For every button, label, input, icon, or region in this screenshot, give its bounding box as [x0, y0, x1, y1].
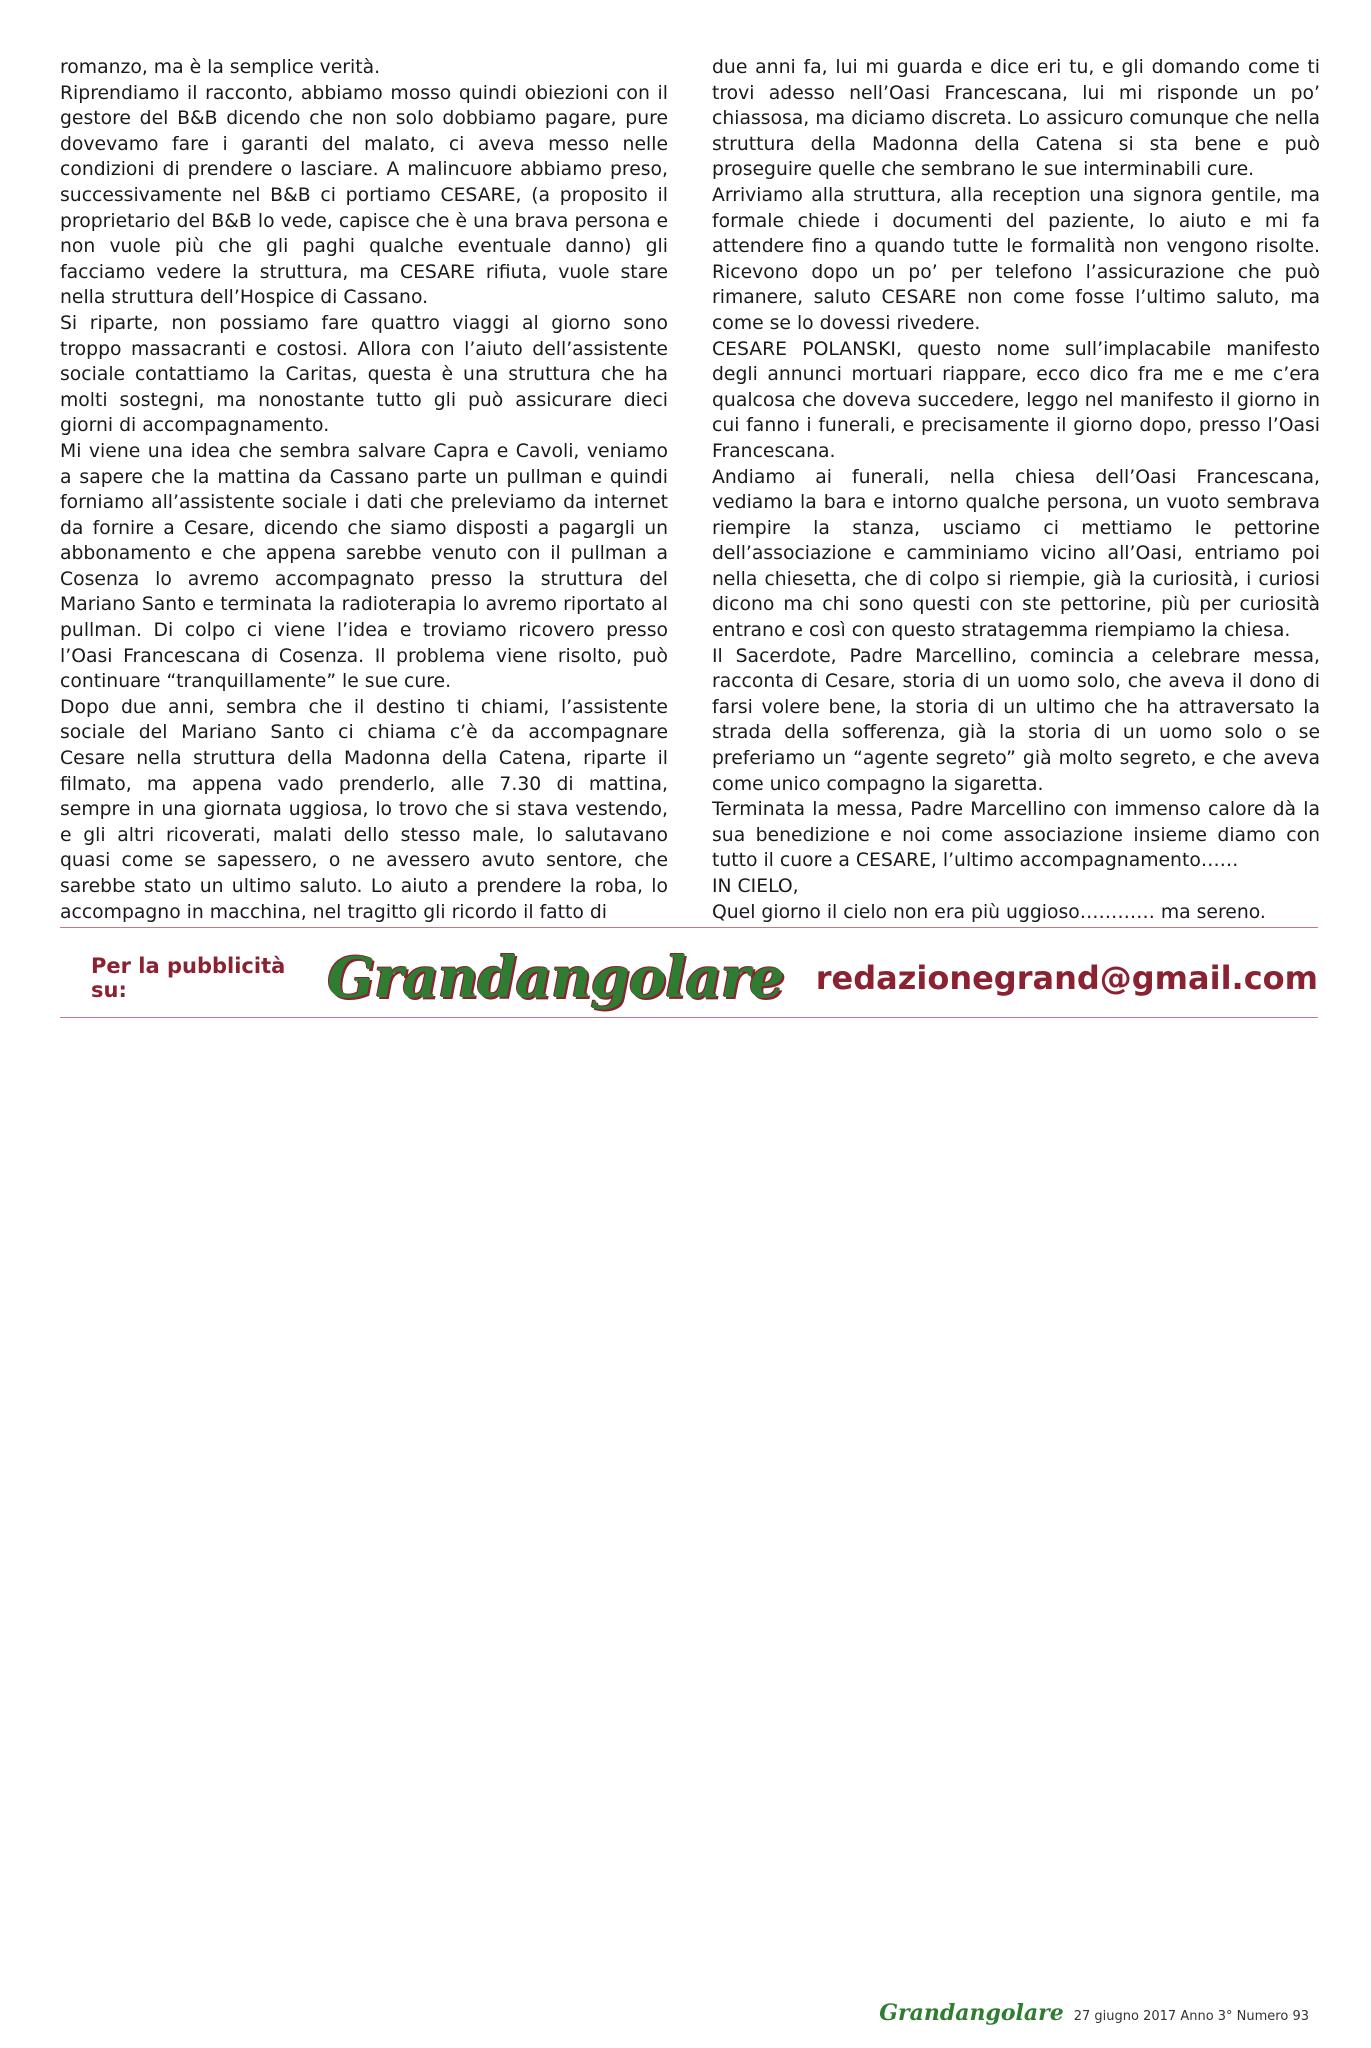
page-footer — [879, 2000, 1309, 2026]
paragraph: IN CIELO, — [712, 876, 799, 897]
left-column — [60, 55, 668, 925]
paragraph: CESARE POLANSKI, questo nome sull’implacabile manifesto degli annunci mortuari riappare, ecco dico fra me e me c’era qualcosa che doveva succedere, leggo nel manifesto il giorno in cui fanno i funerali, e precisamente il giorno dopo, presso l’Oasi Francescana. — [712, 338, 1320, 462]
footer-issue-info: 27 giugno 2017 Anno 3° Numero 93 — [1073, 2009, 1309, 2024]
advert-email[interactable]: redazionegrand@gmail.com — [815, 958, 1318, 997]
advert-label: Per la pubblicità su: — [91, 953, 286, 1002]
paragraph: Terminata la messa, Padre Marcellino con immenso calore dà la sua benedizione e noi come associazione insieme diamo con tutto il cuore a CESARE, l’ultimo accompagnamento…… — [712, 799, 1320, 872]
advert-bottom-divider — [60, 1017, 1318, 1018]
paragraph: due anni fa, lui mi guarda e dice eri tu, e gli domando come ti trovi adesso nell’Oasi Francescana, lui mi risponde un po’ chiassosa, ma diciamo discreta. Lo assicuro comunque che nella struttura della Madonna della Catena si sta bene e può proseguire quelle che sembrano le sue interminabili cure. — [712, 57, 1320, 181]
paragraph: Riprendiamo il racconto, abbiamo mosso quindi obiezioni con il gestore del B&B dicendo che non solo dobbiamo pagare, pure dovevamo fare i garanti del malato, ci aveva messo nelle condizioni di prendere o lasciare. A malincuore abbiamo preso, successivamente nel B&B ci portiamo CESARE, (a proposito il proprietario del B&B lo vede, capisce che è una brava persona e non vuole più che gli paghi qualche eventuale danno) gli facciamo vedere la struttura, ma CESARE rifiuta, vuole stare nella struttura dell’Hospice di Cassano. — [60, 82, 668, 309]
paragraph: Il Sacerdote, Padre Marcellino, comincia a celebrare messa, racconta di Cesare, storia di un uomo solo, che aveva il dono di farsi volere bene, la storia di un ultimo che ha attraversato la strada della sofferenza, già la storia di un uomo solo o se preferiamo un “agente segreto” già molto segreto, e che aveva come unico compagno la sigaretta. — [712, 645, 1320, 795]
paragraph: Arriviamo alla struttura, alla reception una signora gentile, ma formale chiede i documenti del paziente, lo aiuto e mi fa attendere fino a quando tutte le formalità non vengono risolte. Ricevono dopo un po’ per telefono l’assicurazione che può rimanere, saluto CESARE non come fosse l’ultimo saluto, ma come se lo dovessi rivedere. — [712, 184, 1320, 334]
paragraph: Quel giorno il cielo non era più uggioso………… ma sereno. — [712, 901, 1266, 923]
paragraph: Mi viene una idea che sembra salvare Capra e Cavoli, veniamo a sapere che la mattina da Cassano parte un pullman e quindi forniamo all’assistente sociale i dati che preleviamo da internet da fornire a Cesare, dicendo che siamo disposti a pagargli un abbonamento e che appena sarebbe venuto con il pullman a Cosenza lo avremo accompagnato presso la struttura del Mariano Santo e terminata la radioterapia lo avremo riportato al pullman. Di colpo ci viene l’idea e troviamo ricovero presso l’Oasi Francescana di Cosenza. Il problema viene risolto, può continuare “tranquillamente” le sue cure. — [60, 440, 668, 693]
paragraph: romanzo, ma è la semplice verità. — [60, 57, 381, 78]
footer-logo: Grandangolare — [879, 2000, 1064, 2026]
advert-top-divider — [60, 927, 1318, 928]
grandangolare-logo: Grandangolare — [327, 944, 784, 1011]
paragraph: Andiamo ai funerali, nella chiesa dell’Oasi Francescana, vediamo la bara e intorno qualche persona, un vuoto sembrava riempire la stanza, usciamo ci mettiamo le pettorine dell’associazione e camminiamo vicino all’Oasi, entriamo poi nella chiesetta, che di colpo si riempie, già la curiosità, i curiosi dicono ma chi sono questi con ste pettorine, più per curiosità entrano e così con questo stratagemma riempiamo la chiesa. — [712, 466, 1320, 642]
advert-banner — [60, 935, 1318, 1020]
paragraph: Dopo due anni, sembra che il destino ti chiami, l’assistente sociale del Mariano Santo ci chiama c’è da accompagnare Cesare nella struttura della Madonna della Catena, riparte il filmato, ma appena vado prenderlo, alle 7.30 di mattina, sempre in una giornata uggiosa, lo trovo che si stava vestendo, e gli altri ricoverati, malati dello stesso male, lo salutavano quasi come se sapessero, o ne avessero avuto sentore, che sarebbe stato un ultimo saluto. Lo aiuto a prendere la roba, lo accompagno in macchina, nel tragitto gli ricordo il fatto di — [60, 696, 668, 923]
article-body — [60, 55, 1320, 925]
paragraph: Si riparte, non possiamo fare quattro viaggi al giorno sono troppo massacranti e costosi. Allora con l’aiuto dell’assistente sociale contattiamo la Caritas, questa è una struttura che ha molti sostegni, ma nonostante tutto gli può assicurare dieci giorni di accompagnamento. — [60, 312, 668, 437]
right-column — [712, 55, 1320, 925]
